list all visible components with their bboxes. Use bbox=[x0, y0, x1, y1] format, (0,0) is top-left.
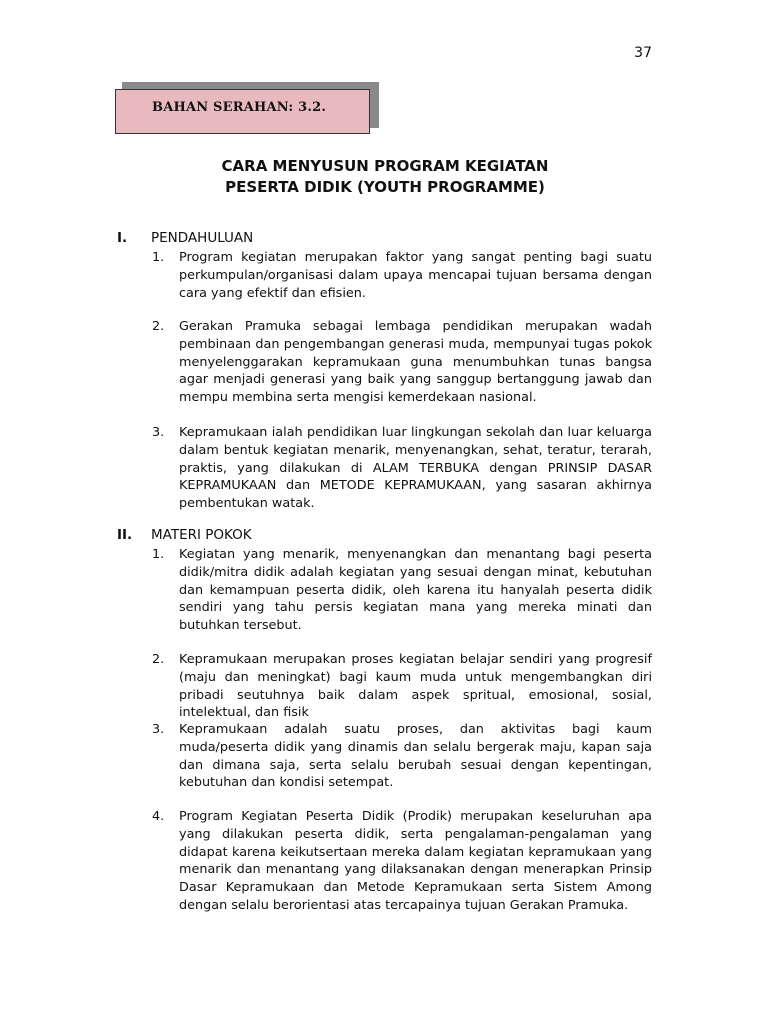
list-item bbox=[152, 318, 652, 407]
list-item-number: 2. bbox=[152, 652, 165, 667]
list-item-number: 1. bbox=[152, 547, 165, 562]
list-item-number: 1. bbox=[152, 250, 165, 265]
title-line-1: CARA MENYUSUN PROGRAM KEGIATAN bbox=[221, 157, 549, 175]
handout-label-box bbox=[115, 89, 370, 134]
list-item bbox=[152, 249, 652, 302]
list-item-text: Kepramukaan adalah suatu proses, dan aktivitas bagi kaum muda/peserta didik yang dinamis dan selalu bergerak maju, kapan saja dan dimana saja, serta selalu berubah sesuai dengan kepentingan, kebutuhan dan kondisi setempat. bbox=[179, 722, 652, 791]
list-item bbox=[152, 721, 652, 792]
section-number: II. bbox=[117, 527, 133, 543]
list-item bbox=[152, 808, 652, 915]
list-item bbox=[152, 424, 652, 513]
list-item-number: 3. bbox=[152, 425, 165, 440]
list-item-text: Kegiatan yang menarik, menyenangkan dan menantang bagi peserta didik/mitra didik adalah kegiatan yang sesuai dengan minat, kebutuhan dan kemampuan peserta didik, oleh karena itu hanyalah peserta didik sendiri yang tahu persis kegiatan mana yang mereka minati dan butuhkan tersebut. bbox=[179, 547, 652, 634]
list-item-number: 2. bbox=[152, 319, 165, 334]
page-number: 37 bbox=[634, 45, 652, 61]
list-item-text: Kepramukaan ialah pendidikan luar lingkungan sekolah dan luar keluarga dalam bentuk kegiatan menarik, menyenangkan, sehat, teratur, terarah, praktis, yang dilakukan di ALAM TERBUKA dengan PRINSIP DASAR KEPRAMUKAAN dan METODE KEPRAMUKAAN, yang sasaran akhirnya pembentukan watak. bbox=[179, 425, 652, 512]
section-title: PENDAHULUAN bbox=[151, 230, 254, 246]
title-line-2: PESERTA DIDIK (YOUTH PROGRAMME) bbox=[225, 178, 545, 196]
document-title bbox=[150, 156, 620, 198]
list-item-text: Kepramukaan merupakan proses kegiatan belajar sendiri yang progresif (maju dan meningkat) bagi kaum muda untuk mengembangkan diri pribadi seutuhnya baik dalam aspek spritual, emosional, sosial, intelektual, dan fisik bbox=[179, 652, 652, 721]
section-title: MATERI POKOK bbox=[151, 527, 252, 543]
section-number: I. bbox=[117, 230, 128, 246]
list-item-text: Program Kegiatan Peserta Didik (Prodik) merupakan keseluruhan apa yang dilakukan peserta didik, serta pengalaman-pengalaman yang didapat karena keikutsertaan mereka dalam kegiatan kepramukaan yang menarik dan menantang yang dilaksanakan dengan menerapkan Prinsip Dasar Kepramukaan dan Metode Kepramukaan serta Sistem Among dengan selalu berorientasi atas tercapainya tujuan Gerakan Pramuka. bbox=[179, 809, 652, 913]
list-item-number: 3. bbox=[152, 722, 165, 737]
list-item-text: Gerakan Pramuka sebagai lembaga pendidikan merupakan wadah pembinaan dan pengembangan generasi muda, mempunyai tugas pokok menyelenggarakan kepramukaan guna menumbuhkan tunas bangsa agar menjadi generasi yang baik yang sanggup bertanggung jawab dan mempu membina serta mengisi kemerdekaan nasional. bbox=[179, 319, 652, 406]
handout-label: BAHAN SERAHAN: 3.2. bbox=[152, 100, 327, 115]
list-item-text: Program kegiatan merupakan faktor yang sangat penting bagi suatu perkumpulan/organisasi dalam upaya mencapai tujuan bersama dengan cara yang efektif dan efisien. bbox=[179, 250, 652, 301]
list-item-number: 4. bbox=[152, 809, 165, 824]
list-item bbox=[152, 546, 652, 635]
list-item bbox=[152, 651, 652, 722]
